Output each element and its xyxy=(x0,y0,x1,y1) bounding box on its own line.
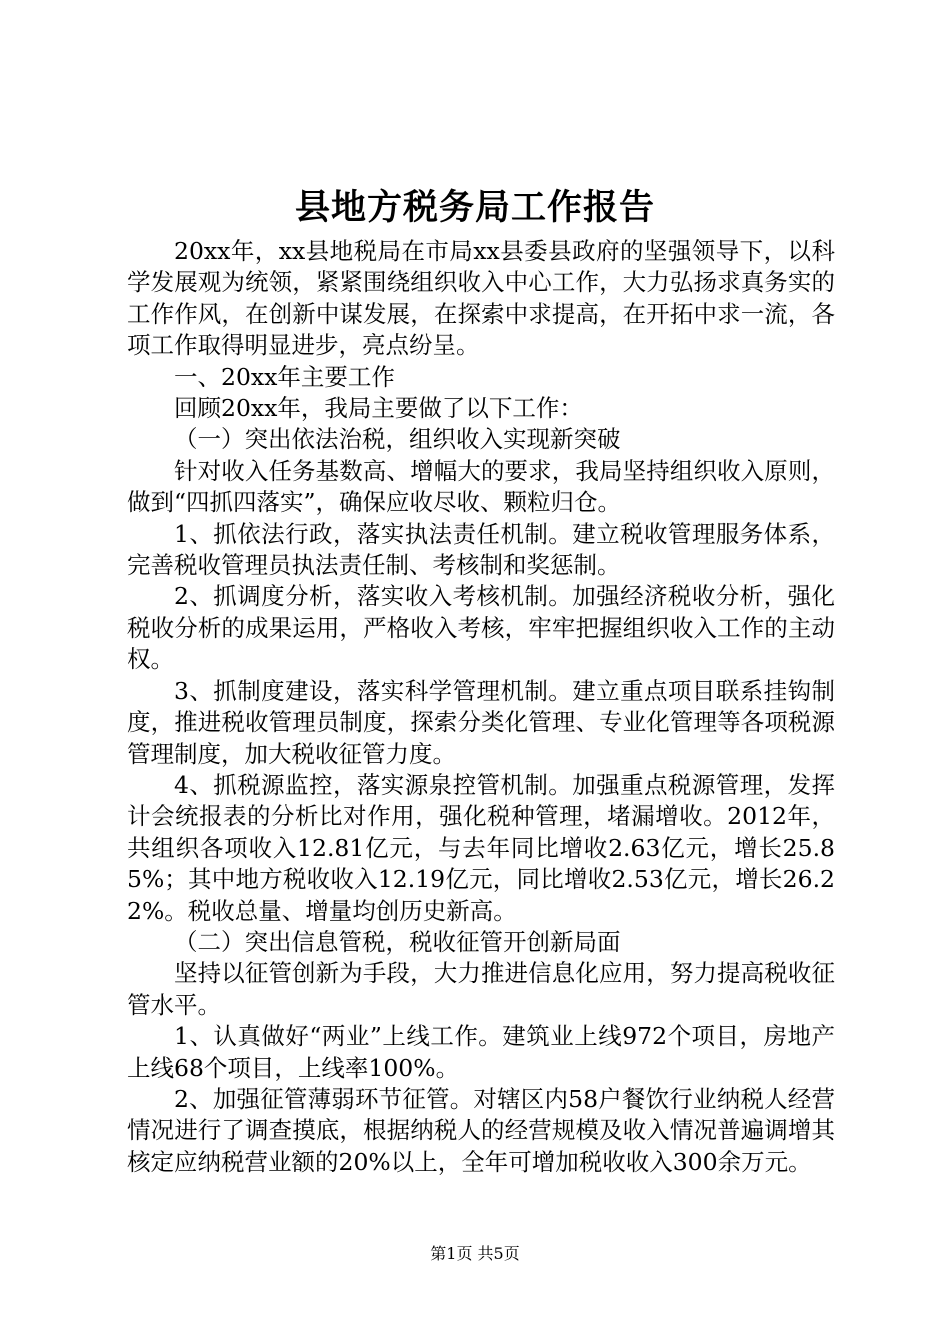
paragraph-item-4: 4、抓税源监控，落实源泉控管机制。加强重点税源管理，发挥计会统报表的分析比对作用，强化税种管理，堵漏增收。2012年，共组织各项收入12.81亿元，与去年同比增收2.63亿元，增长25.85%；其中地方税收收入12.19亿元，同比增收2.53亿元，增长26.22%。税收总量、增量均创历史新高。 xyxy=(127,770,835,925)
subsection-heading-1: （一）突出依法治税，组织收入实现新突破 xyxy=(174,425,621,454)
section-heading-main-work: 一、20xx年主要工作 xyxy=(174,362,395,391)
paragraph-intro: 20xx年，xx县地税局在市局xx县委县政府的坚强领导下，以科学发展观为统领，紧紧围绕组织收入中心工作，大力弘扬求真务实的工作作风，在创新中谋发展，在探索中求提高，在开拓中求一流，各项工作取得明显进步，亮点纷呈。 xyxy=(127,237,835,360)
document-title: 县地方税务局工作报告 xyxy=(294,187,655,228)
paragraph-review: 回顾20xx年，我局主要做了以下工作： xyxy=(174,394,583,423)
subsection-heading-2: （二）突出信息管税，税收征管开创新局面 xyxy=(174,927,621,956)
paragraph-item-3: 3、抓制度建设，落实科学管理机制。建立重点项目联系挂钩制度，推进税收管理员制度，探索分类化管理、专业化管理等各项税源管理制度，加大税收征管力度。 xyxy=(127,676,835,768)
document-body xyxy=(127,236,835,1178)
paragraph-item-1: 1、抓依法行政，落实执法责任机制。建立税收管理服务体系，完善税收管理员执法责任制、考核制和奖惩制。 xyxy=(127,519,835,580)
paragraph-item-5: 1、认真做好“两业”上线工作。建筑业上线972个项目，房地产上线68个项目，上线率100%。 xyxy=(127,1022,835,1082)
paragraph-principle: 针对收入任务基数高、增幅大的要求，我局坚持组织收入原则，做到“四抓四落实”，确保应收尽收、颗粒归仓。 xyxy=(127,456,835,517)
page-footer: 第1页 共5页 xyxy=(430,1244,520,1263)
paragraph-info-tax: 坚持以征管创新为手段，大力推进信息化应用，努力提高税收征管水平。 xyxy=(127,959,835,1019)
paragraph-item-2: 2、抓调度分析，落实收入考核机制。加强经济税收分析，强化税收分析的成果运用，严格收入考核，牢牢把握组织收入工作的主动权。 xyxy=(127,582,835,674)
paragraph-item-6: 2、加强征管薄弱环节征管。对辖区内58户餐饮行业纳税人经营情况进行了调查摸底，根据纳税人的经营规模及收入情况普遍调增其核定应纳税营业额的20%以上，全年可增加税收收入300余万元。 xyxy=(127,1084,835,1176)
